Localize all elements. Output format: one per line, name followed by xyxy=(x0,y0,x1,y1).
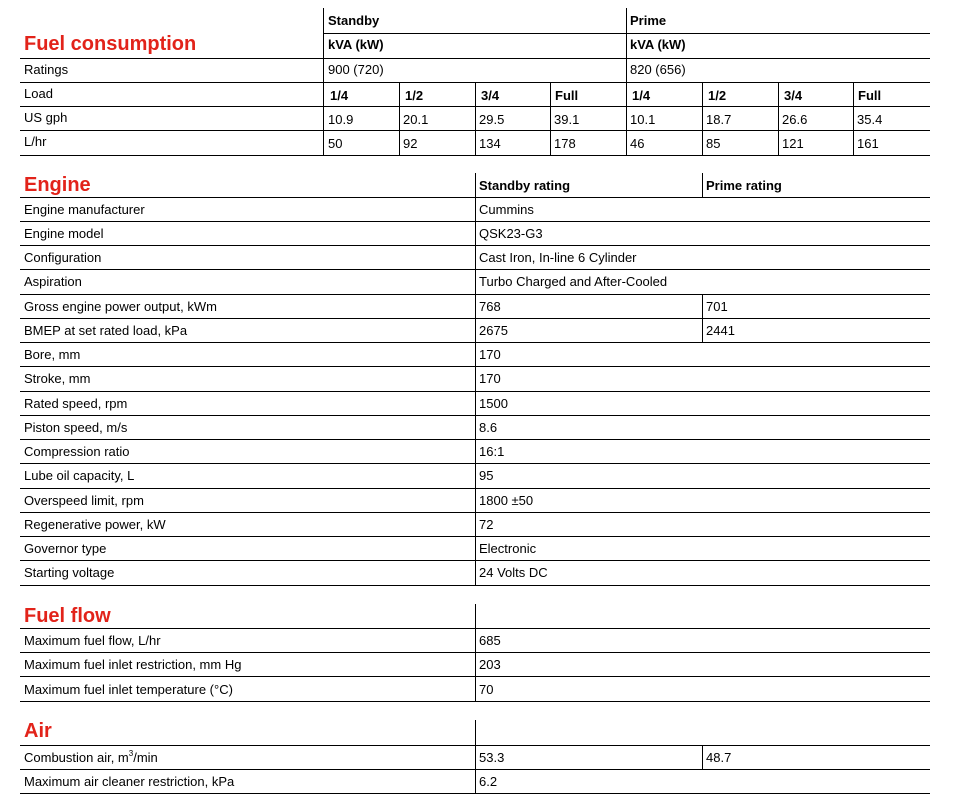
load-cell: 1/4 xyxy=(632,88,651,103)
engine-row-value: Electronic xyxy=(479,541,537,556)
fuel-flow-row-label: Maximum fuel flow, L/hr xyxy=(24,633,161,648)
load-cell: Full xyxy=(858,88,882,103)
engine-row-label: Piston speed, m/s xyxy=(24,420,128,435)
prime-unit: kVA (kW) xyxy=(630,37,686,52)
l-hr-cell: 134 xyxy=(479,136,501,151)
load-cell: 1/2 xyxy=(708,88,727,103)
l-hr-cell: 46 xyxy=(630,136,645,151)
l-hr-cell: 178 xyxy=(554,136,576,151)
us-gph-cell: 26.6 xyxy=(782,112,808,127)
load-cell: 1/2 xyxy=(405,88,424,103)
us-gph-cell: 10.9 xyxy=(328,112,354,127)
engine-row-label: Governor type xyxy=(24,541,107,556)
engine-row-value: Cast Iron, In-line 6 Cylinder xyxy=(479,250,637,265)
engine-row-value: 1500 xyxy=(479,396,508,411)
engine-row-label: Rated speed, rpm xyxy=(24,396,128,411)
fuel-flow-row-value: 203 xyxy=(479,657,501,672)
engine-row-label: Configuration xyxy=(24,250,102,265)
engine-row-value: 24 Volts DC xyxy=(479,565,548,580)
engine-row-value: 8.6 xyxy=(479,420,498,435)
us-gph-label: US gph xyxy=(24,110,68,125)
fuel-flow-row-label: Maximum fuel inlet restriction, mm Hg xyxy=(24,657,242,672)
engine-row-label: Engine model xyxy=(24,226,104,241)
engine-row-value: Turbo Charged and After-Cooled xyxy=(479,274,668,289)
load-cell: Full xyxy=(555,88,579,103)
prime-header: Prime xyxy=(630,13,667,28)
load-cell: 3/4 xyxy=(481,88,500,103)
us-gph-cell: 18.7 xyxy=(706,112,732,127)
standby-rating-header: Standby rating xyxy=(479,178,571,193)
engine-row-value: 170 xyxy=(479,371,501,386)
fuel-flow-row-value: 70 xyxy=(479,682,494,697)
engine-row-value: 1800 ±50 xyxy=(479,493,534,508)
air-title: Air xyxy=(24,720,52,742)
engine-row-value: 170 xyxy=(479,347,501,362)
fuel-flow-row-value: 685 xyxy=(479,633,501,648)
engine-title: Engine xyxy=(24,174,91,196)
l-hr-cell: 161 xyxy=(857,136,879,151)
load-cell: 1/4 xyxy=(330,88,349,103)
standby-unit: kVA (kW) xyxy=(328,37,384,52)
engine-row-prime-value: 701 xyxy=(706,299,728,314)
air-cleaner-value: 6.2 xyxy=(479,774,498,789)
engine-row-value: 768 xyxy=(479,299,501,314)
prime-rating-header: Prime rating xyxy=(706,178,782,193)
engine-row-label: Bore, mm xyxy=(24,347,81,362)
l-hr-cell: 50 xyxy=(328,136,343,151)
engine-row-label: Starting voltage xyxy=(24,565,115,580)
engine-row-value: Cummins xyxy=(479,202,534,217)
l-hr-cell: 85 xyxy=(706,136,721,151)
fuel-flow-row-label: Maximum fuel inlet temperature (°C) xyxy=(24,682,233,697)
engine-row-label: Aspiration xyxy=(24,274,82,289)
us-gph-cell: 29.5 xyxy=(479,112,505,127)
ratings-prime: 820 (656) xyxy=(630,62,686,77)
engine-row-value: QSK23-G3 xyxy=(479,226,543,241)
engine-row-label: Overspeed limit, rpm xyxy=(24,493,144,508)
engine-row-label: Gross engine power output, kWm xyxy=(24,299,217,314)
engine-row-label: Engine manufacturer xyxy=(24,202,145,217)
engine-row-label: Stroke, mm xyxy=(24,371,91,386)
fuel-consumption-title: Fuel consumption xyxy=(24,33,197,55)
combustion-air-prime: 48.7 xyxy=(706,750,732,765)
engine-row-label: BMEP at set rated load, kPa xyxy=(24,323,188,338)
l-hr-cell: 92 xyxy=(403,136,418,151)
engine-row-value: 16:1 xyxy=(479,444,505,459)
l-hr-cell: 121 xyxy=(782,136,804,151)
engine-row-prime-value: 2441 xyxy=(706,323,735,338)
ratings-label: Ratings xyxy=(24,62,69,77)
engine-row-value: 2675 xyxy=(479,323,508,338)
ratings-standby: 900 (720) xyxy=(328,62,384,77)
us-gph-cell: 39.1 xyxy=(554,112,580,127)
engine-row-label: Lube oil capacity, L xyxy=(24,468,135,483)
load-label: Load xyxy=(24,86,53,101)
us-gph-cell: 10.1 xyxy=(630,112,656,127)
us-gph-cell: 20.1 xyxy=(403,112,429,127)
air-cleaner-label: Maximum air cleaner restriction, kPa xyxy=(24,774,235,789)
engine-row-label: Compression ratio xyxy=(24,444,130,459)
combustion-air-standby: 53.3 xyxy=(479,750,505,765)
us-gph-cell: 35.4 xyxy=(857,112,883,127)
l-hr-label: L/hr xyxy=(24,134,47,149)
engine-row-value: 72 xyxy=(479,517,494,532)
engine-row-label: Regenerative power, kW xyxy=(24,517,166,532)
standby-header: Standby xyxy=(328,13,380,28)
fuel-flow-title: Fuel flow xyxy=(24,605,111,627)
engine-row-value: 95 xyxy=(479,468,494,483)
load-cell: 3/4 xyxy=(784,88,803,103)
combustion-air-label: Combustion air, $m^3/\min$ xyxy=(24,748,158,765)
